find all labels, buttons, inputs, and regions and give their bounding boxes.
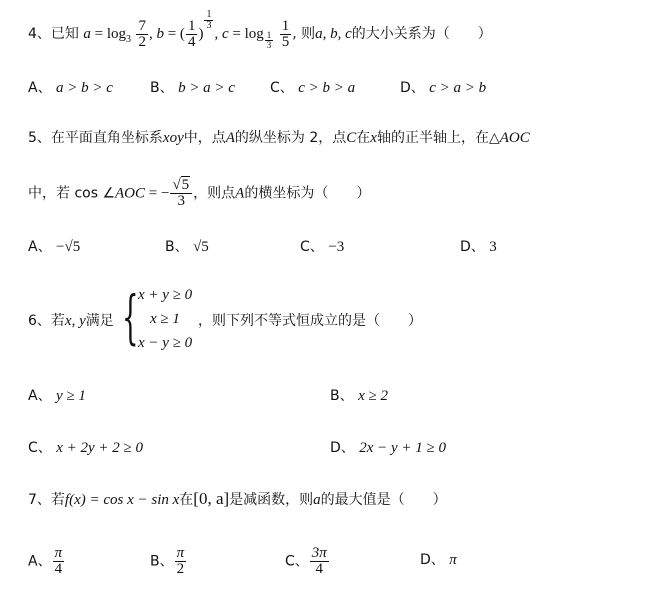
fraction-1-5: $\frac{1}{5}$: [281, 17, 290, 50]
q7-option-c: C、 $\frac{3\pi}{4}$: [285, 545, 327, 577]
exponent-1-3: $\frac{1}{3}$: [206, 9, 212, 31]
question-6-stem-tail: ，则下列不等式恒成立的是（ ）: [198, 313, 422, 329]
log-word: log: [106, 26, 127, 42]
q6-option-a: A、 y ≥ 1: [28, 388, 86, 404]
vars: a, b, c: [315, 26, 352, 42]
q5-option-d: D、 3: [460, 239, 497, 255]
q4-option-c: C、 c > b > a: [270, 80, 356, 96]
var-a: a: [83, 26, 91, 42]
fraction-sqrt5-3: $\frac{√5}{3}$: [170, 178, 192, 209]
system-row-1: x + y ≥ 0: [138, 287, 193, 303]
question-6-stem: 6、若x, y满足: [28, 313, 114, 329]
q5-option-b: B、 √5: [165, 239, 209, 255]
system-row-3: x − y ≥ 0: [138, 335, 193, 351]
q4-option-d: D、 c > a > b: [400, 80, 487, 96]
q7-option-b: B、 $\frac{\pi}{2}$: [150, 545, 185, 577]
question-5-stem-line1: 5、在平面直角坐标系xoy中，点A的纵坐标为 2，点C在x轴的正半轴上，在△AOC: [28, 130, 530, 146]
q4-option-a: A、 a > b > c: [28, 80, 113, 96]
fraction-7-2: $\frac{7}{2}$: [138, 17, 146, 50]
q4-option-b: B、 b > a > c: [150, 80, 235, 96]
q6-option-d: D、 2x − y + 1 ≥ 0: [330, 440, 447, 456]
var-b: b: [156, 26, 164, 42]
question-7-stem: 7、若f(x) = cos x − sin x在[0, a]是减函数，则a的最大值是（ ）: [28, 489, 447, 508]
system-row-2: x ≥ 1: [150, 311, 180, 327]
left-brace: {: [122, 283, 139, 351]
stem-text: , 则: [292, 26, 316, 42]
fraction-1-4: $\frac{1}{4}$: [187, 17, 196, 50]
q5-option-a: A、 −√5: [28, 239, 81, 255]
question-5-stem-line2: 中，若 cos ∠AOC = − $\frac{√5}{3}$ ，则点A的横坐标为（ ）: [28, 177, 371, 209]
log-base: 3: [126, 34, 132, 45]
q7-option-d: D、 π: [420, 552, 457, 568]
log-base-fraction: $\frac{1}{3}$: [266, 30, 272, 50]
var-c: c: [221, 26, 229, 42]
q7-option-a: A、 $\frac{\pi}{4}$: [28, 545, 63, 577]
question-number: 4、: [28, 26, 51, 42]
q6-option-b: B、 x ≥ 2: [330, 388, 388, 404]
inequality-system: [122, 283, 202, 355]
stem-text: 已知: [50, 26, 79, 42]
question-4-stem: 4、已知 $a = \log_3$ $\frac{7}{2}$ , b = ( $\frac{1}{4}$ ) $\frac{1}{3}$ , c = log $\frac{1}{3}$ $\frac{1}{5}$ , 则a, b, c的大小关系为（ ）: [28, 9, 492, 50]
q5-option-c: C、 −3: [300, 239, 345, 255]
q6-option-c: C、 x + 2y + 2 ≥ 0: [28, 440, 144, 456]
stem-text: 的大小关系为（ ）: [351, 26, 492, 42]
